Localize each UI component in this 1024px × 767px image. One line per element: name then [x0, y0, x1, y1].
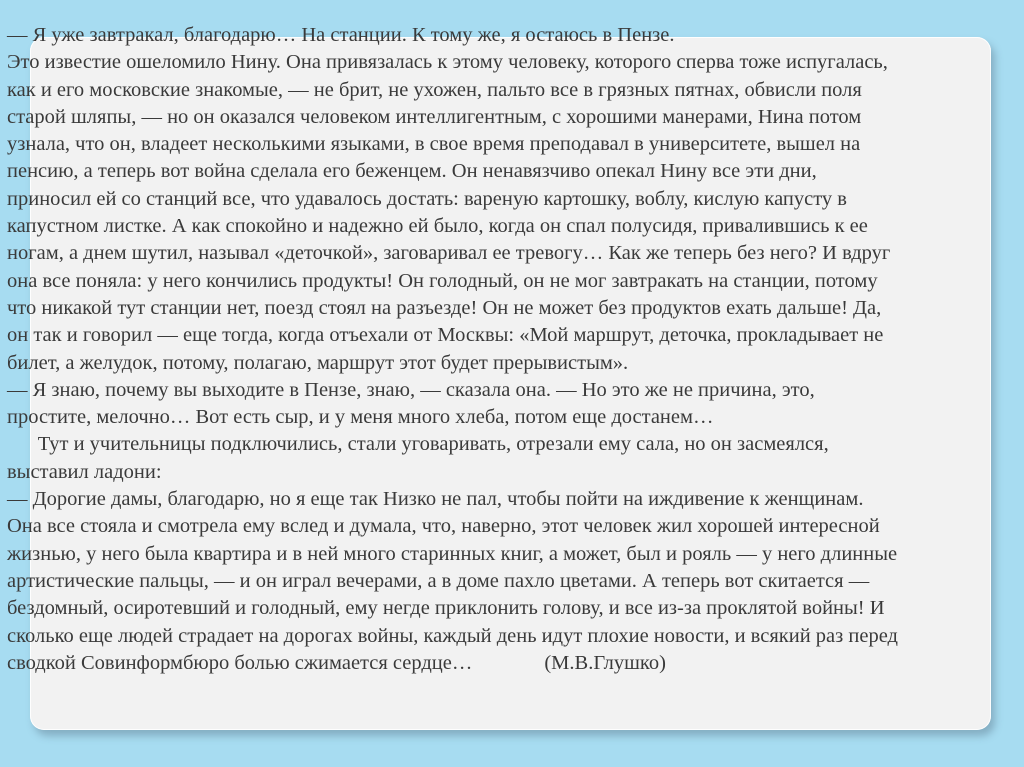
text-line: выставил ладони:: [7, 460, 162, 483]
text-line: жизнью, у него была квартира и в ней много старинных книг, а может, был и рояль — у него длинные: [7, 542, 898, 565]
text-line: она все поняла: у него кончились продукты! Он голодный, он не мог завтракать на станции, потому: [7, 269, 878, 292]
author-credit: (М.В.Глушко): [544, 651, 666, 674]
text-line: ногам, а днем шутил, называл «деточкой», заговаривал ее тревогу… Как же теперь без него? И вдруг: [7, 242, 891, 265]
text-line: узнала, что он, владеет несколькими языками, в свое время преподавал в университете, вышел на: [7, 133, 861, 156]
text-line: Она все стояла и смотрела ему вслед и думала, что, наверно, этот человек жил хорошей интересной: [7, 515, 880, 538]
text-line: простите, мелочно… Вот есть сыр, и у меня много хлеба, потом еще достанем…: [7, 406, 714, 429]
text-line: сводкой Совинформбюро болью сжимается сердце…: [7, 651, 473, 674]
text-line: пенсию, а теперь вот война сделала его беженцем. Он ненавязчиво опекал Нину все эти дни,: [7, 160, 817, 183]
text-line: Это известие ошеломило Нину. Она привязалась к этому человеку, которого сперва тоже испугалась,: [7, 51, 888, 74]
text-line: — Я уже завтракал, благодарю… На станции. К тому же, я остаюсь в Пензе.: [7, 24, 675, 46]
body-text: [7, 22, 1019, 677]
text-line: — Дорогие дамы, благодарю, но я еще так Низко не пал, чтобы пойти на иждивение к женщинам.: [7, 488, 864, 511]
text-line: — Я знаю, почему вы выходите в Пензе, знаю, — сказала она. — Но это же не причина, это,: [7, 378, 815, 401]
text-line: артистические пальцы, — и он играл вечерами, а в доме пахло цветами. А теперь вот скитается —: [7, 569, 870, 592]
text-line: он так и говорил — еще тогда, когда отъехали от Москвы: «Мой маршрут, деточка, прокладывает не: [7, 324, 884, 347]
text-line: капустном листке. А как спокойно и надежно ей было, когда он спал полусидя, привалившись к ее: [7, 215, 868, 238]
last-line: [7, 650, 1019, 677]
text-line: как и его московские знакомые, — не брит, не ухожен, пальто все в грязных пятнах, обвисли поля: [7, 78, 862, 101]
text-line: Тут и учительницы подключились, стали уговаривать, отрезали ему сала, но он засмеялся,: [7, 433, 829, 456]
text-line: приносил ей со станций все, что удавалось достать: вареную картошку, воблу, кислую капусту в: [7, 187, 847, 210]
text-line: бездомный, осиротевший и голодный, ему негде приклонить голову, и все из-за проклятой войны! И: [7, 597, 885, 620]
text-line: сколько еще людей страдает на дорогах войны, каждый день идут плохие новости, и всякий раз перед: [7, 624, 898, 647]
text-line: старой шляпы, — но он оказался человеком интеллигентным, с хорошими манерами, Нина потом: [7, 105, 862, 128]
text-line: что никакой тут станции нет, поезд стоял на разъезде! Он не может без продуктов ехать дальше! Да,: [7, 296, 882, 319]
text-line: билет, а желудок, потому, полагаю, маршрут этот будет прерывистым».: [7, 351, 629, 374]
